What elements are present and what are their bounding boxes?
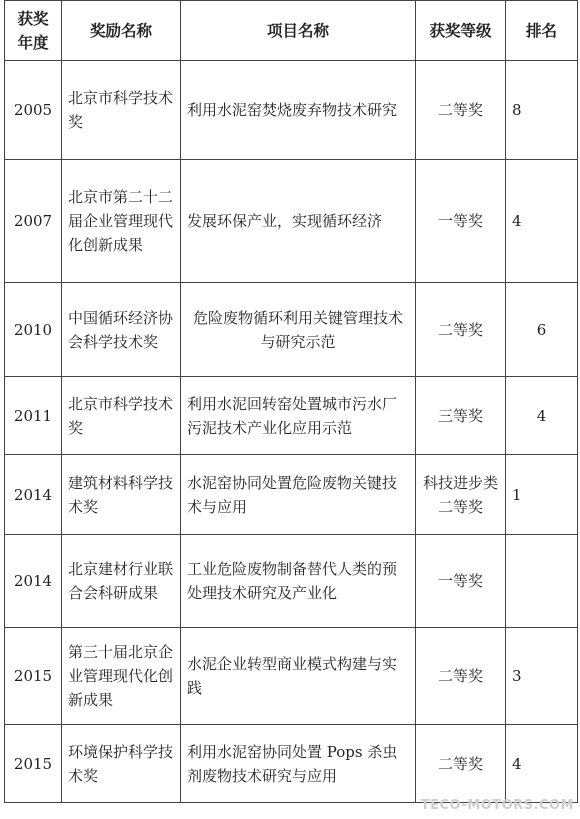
- award-cell: 北京市科学技术奖: [62, 377, 181, 455]
- award-cell: 北京市科学技术奖: [62, 61, 181, 160]
- rank-cell: 3: [506, 628, 578, 725]
- project-cell: 发展环保产业，实现循环经济: [181, 160, 416, 283]
- year-cell: 2014: [5, 455, 62, 535]
- rank-cell: 4: [506, 160, 578, 283]
- award-cell: 建筑材料科学技术奖: [62, 455, 181, 535]
- project-cell: 水泥企业转型商业模式构建与实践: [181, 628, 416, 725]
- project-cell: 工业危险废物制备替代人类的预处理技术研究及产业化: [181, 535, 416, 628]
- level-cell: 二等奖: [416, 61, 506, 160]
- award-cell: 第三十届北京企业管理现代化创新成果: [62, 628, 181, 725]
- year-cell: 2010: [5, 283, 62, 377]
- level-cell: 三等奖: [416, 377, 506, 455]
- header-row: [5, 1, 578, 61]
- level-cell: 一等奖: [416, 160, 506, 283]
- level-cell: 二等奖: [416, 725, 506, 803]
- table-row: [5, 455, 578, 535]
- rank-cell: 4: [506, 725, 578, 803]
- header-project: 项目名称: [181, 1, 416, 61]
- level-cell: 二等奖: [416, 628, 506, 725]
- year-cell: 2005: [5, 61, 62, 160]
- table-row: [5, 535, 578, 628]
- project-cell: 水泥窑协同处置危险废物关键技术与应用: [181, 455, 416, 535]
- level-cell: 科技进步类二等奖: [416, 455, 506, 535]
- project-cell: 利用水泥回转窑处置城市污水厂污泥技术产业化应用示范: [181, 377, 416, 455]
- rank-cell: [506, 535, 578, 628]
- rank-cell: 8: [506, 61, 578, 160]
- level-cell: 二等奖: [416, 283, 506, 377]
- table-row: [5, 628, 578, 725]
- year-cell: 2015: [5, 725, 62, 803]
- award-cell: 北京建材行业联合会科研成果: [62, 535, 181, 628]
- header-award: 奖励名称: [62, 1, 181, 61]
- year-cell: 2007: [5, 160, 62, 283]
- rank-cell: 1: [506, 455, 578, 535]
- year-cell: 2011: [5, 377, 62, 455]
- table-row: [5, 725, 578, 803]
- award-cell: 环境保护科学技术奖: [62, 725, 181, 803]
- table-row: [5, 377, 578, 455]
- watermark: TECO-MOTORS.COM: [420, 798, 574, 813]
- awards-table: [4, 0, 578, 803]
- header-rank: 排名: [506, 1, 578, 61]
- project-cell: 危险废物循环利用关键管理技术与研究示范: [181, 283, 416, 377]
- award-cell: 北京市第二十二届企业管理现代化创新成果: [62, 160, 181, 283]
- table-row: [5, 61, 578, 160]
- header-level: 获奖等级: [416, 1, 506, 61]
- year-cell: 2015: [5, 628, 62, 725]
- year-cell: 2014: [5, 535, 62, 628]
- rank-cell: 4: [506, 377, 578, 455]
- award-cell: 中国循环经济协会科学技术奖: [62, 283, 181, 377]
- project-cell: 利用水泥窑协同处置 Pops 杀虫剂废物技术研究与应用: [181, 725, 416, 803]
- project-cell: 利用水泥窑焚烧废弃物技术研究: [181, 61, 416, 160]
- header-year: 获奖年度: [5, 1, 62, 61]
- rank-cell: 6: [506, 283, 578, 377]
- table-row: [5, 160, 578, 283]
- level-cell: 一等奖: [416, 535, 506, 628]
- table-row: [5, 283, 578, 377]
